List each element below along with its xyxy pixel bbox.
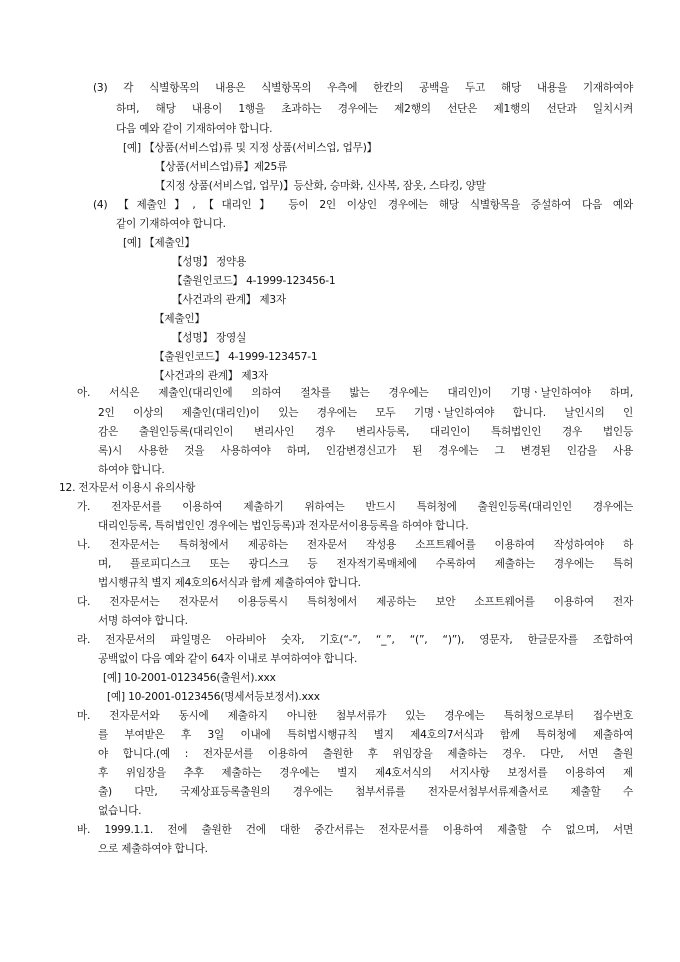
example-line: [예] 10-2001-0123456(출원서).xxx [103,672,276,684]
text-line: 아. 서식은 제출인(대리인에 의하여 절차를 밟는 경우에는 대리인)이 기명ㆍ날인하여야 하며, [77,387,633,399]
text-line: 나. 전자문서는 특허청에서 제공하는 전자문서 작성용 소프트웨어를 이용하여 작성하여야 하 [77,539,633,551]
example-line: [예] 【제출인】 [123,237,195,249]
text-line: 라. 전자문서의 파일명은 아라비아 숫자, 기호(“-”, “_”, “(”, “)”), 영문자, 한글문자를 조합하여 [77,634,633,646]
text-line: 하여야 합니다. [98,464,165,476]
text-line: 가. 전자문서를 이용하여 제출하기 위하여는 반드시 특허청에 출원인등록(대리인인 경우에는 [77,501,633,513]
section-heading: 12. 전자문서 이용시 유의사항 [59,482,196,494]
example-line: 【사건과의 관계】 제3자 [172,294,286,306]
text-line: 감은 출원인등록(대리인이 변리사인 경우 변리사등록, 대리인이 특허법인인 경우 법인등 [98,426,633,438]
text-line: 2인 이상의 제출인(대리인)이 있는 경우에는 모두 기명ㆍ날인하여야 합니다. 날인시의 인 [98,407,633,419]
example-line: 【상품(서비스업)류】제25류 [155,161,288,173]
text-line: 다음 예와 같이 기재하여야 합니다. [116,123,273,135]
text-line: 출) 다만, 국제상표등록출원의 경우에는 첨부서류를 전자문서첨부서류제출서로 제출할 수 [98,786,633,798]
text-line: 공백없이 다음 예와 같이 64자 이내로 부여하여야 합니다. [98,653,358,665]
example-line: [예] 10-2001-0123456(명세서등보정서).xxx [107,691,320,703]
text-line: 대리인등록, 특허법인인 경우에는 법인등록)과 전자문서이용등록을 하여야 합니다. [98,520,469,532]
text-line: 법시행규칙 별지 제4호의6서식과 함께 제출하여야 합니다. [98,577,361,589]
text-line: 하며, 해당 내용이 1행을 초과하는 경우에는 제2행의 선단은 제1행의 선단과 일치시켜 [116,103,633,115]
text-line: (4) 【제출인】,【대리인】 등이 2인 이상인 경우에는 해당 식별항목을 증설하여 다음 예와 [93,199,633,211]
example-line: 【출원인코드】 4-1999-123457-1 [154,351,318,363]
text-line: (3) 각 식별항목의 내용은 식별항목의 우측에 한칸의 공백을 두고 해당 내용을 기재하여야 [93,82,633,94]
text-line: 를 부여받은 후 3일 이내에 특허법시행규칙 별지 제4호의7서식과 함께 특허청에 제출하여 [98,729,633,741]
text-line: 다. 전자문서는 전자문서 이용등록시 특허청에서 제공하는 보안 소프트웨어를 이용하여 전자 [77,596,633,608]
example-line: 【사건과의 관계】 제3자 [154,370,268,382]
text-line: 며, 플로피디스크 또는 광디스크 등 전자적기록매체에 수록하여 제출하는 경우에는 특허 [98,558,633,570]
example-line: 【성명】 장영실 [172,332,247,344]
text-line: 서명 하여야 합니다. [98,615,188,627]
text-line: 바. 1999.1.1. 전에 출원한 건에 대한 중간서류는 전자문서를 이용하여 제출할 수 없으며, 서면 [77,824,633,836]
example-line: 【제출인】 [154,313,205,325]
example-line: [예] 【상품(서비스업)류 및 지정 상품(서비스업, 업무)】 [123,142,378,154]
example-line: 【지정 상품(서비스업, 업무)】등산화, 승마화, 신사복, 잠옷, 스타킹, 양말 [155,180,486,192]
text-line: 록)시 사용한 것을 사용하여야 하며, 인감변경신고가 된 경우에는 그 변경된 인감을 사용 [98,445,633,457]
text-line: 후 위임장을 추후 제출하는 경우에는 별지 제4호서식의 서지사항 보정서를 이용하여 제 [98,767,633,779]
text-line: 같이 기재하여야 합니다. [116,218,226,230]
text-line: 마. 전자문서와 동시에 제출하지 아니한 첨부서류가 있는 경우에는 특허청으로부터 접수번호 [77,710,633,722]
text-line: 야 합니다.(예 : 전자문서를 이용하여 출원한 후 위임장을 제출하는 경우. 다만, 서면 출원 [98,748,633,760]
text-line: 없습니다. [98,805,142,817]
example-line: 【출원인코드】 4-1999-123456-1 [172,275,336,287]
example-line: 【성명】 정약용 [172,256,247,268]
text-line: 으로 제출하여야 합니다. [98,843,208,855]
